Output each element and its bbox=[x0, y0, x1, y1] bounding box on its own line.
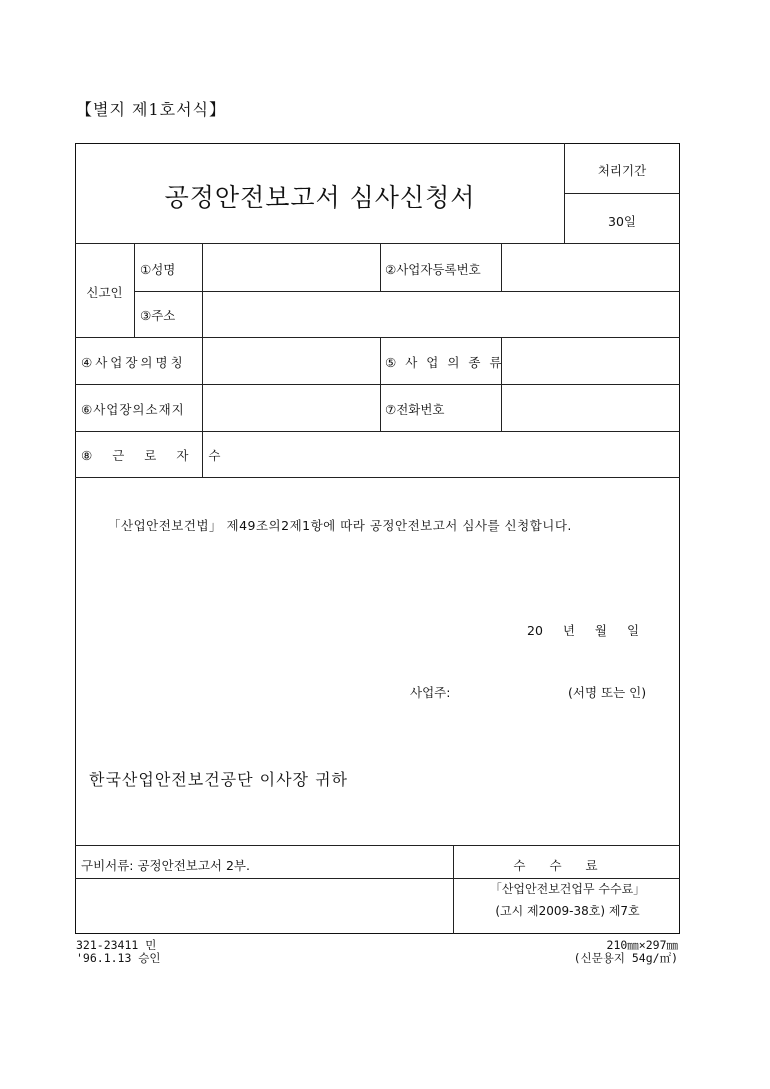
divider bbox=[380, 243, 381, 291]
workplace-name-label: ④사업장의명칭 bbox=[81, 355, 186, 370]
name-field[interactable] bbox=[203, 244, 379, 290]
paper-size: 210㎜×297㎜ bbox=[606, 938, 678, 952]
required-documents: 구비서류: 공정안전보고서 2부. bbox=[81, 858, 250, 873]
divider bbox=[564, 193, 680, 194]
workplace-name-field[interactable] bbox=[203, 338, 379, 383]
application-date: 20 년 월 일 bbox=[527, 623, 640, 638]
declaration-text: 「산업안전보건법」 제49조의2제1항에 따라 공정안전보고서 심사를 신청합니다. bbox=[108, 518, 572, 533]
form-code: 321-23411 민 bbox=[76, 938, 157, 952]
business-type-label: ⑤사업의종류 bbox=[385, 355, 511, 370]
fee-reference-line2: (고시 제2009-38호) 제7호 bbox=[495, 904, 640, 918]
divider bbox=[134, 243, 135, 337]
phone-label: ⑦전화번호 bbox=[385, 402, 445, 417]
divider bbox=[453, 845, 454, 934]
address-field[interactable] bbox=[203, 292, 679, 336]
employer-signature-label: 사업주: bbox=[410, 685, 451, 700]
approval-date: '96.1.13 승인 bbox=[76, 951, 161, 965]
applicant-group-label: 신고인 bbox=[86, 285, 123, 300]
workers-count-field[interactable] bbox=[203, 432, 679, 476]
phone-field[interactable] bbox=[502, 385, 679, 430]
divider bbox=[75, 878, 680, 879]
divider bbox=[380, 337, 381, 431]
divider bbox=[75, 845, 680, 846]
processing-period-label: 처리기간 bbox=[597, 163, 647, 178]
workplace-location-field[interactable] bbox=[203, 385, 379, 430]
business-type-field[interactable] bbox=[502, 338, 679, 383]
workers-count-label: ⑧근로자수 bbox=[81, 448, 241, 463]
name-label: ①성명 bbox=[140, 262, 176, 277]
business-registration-label: ②사업자등록번호 bbox=[385, 262, 481, 277]
form-title: 공정안전보고서 심사신청서 bbox=[164, 183, 476, 212]
processing-period-value: 30일 bbox=[608, 214, 636, 229]
workplace-location-label: ⑥사업장의소재지 bbox=[81, 402, 185, 417]
recipient: 한국산업안전보건공단 이사장 귀하 bbox=[89, 770, 349, 789]
fee-label: 수수료 bbox=[513, 858, 622, 873]
fee-reference-line1: 「산업안전보건업무 수수료」 bbox=[489, 882, 646, 896]
form-number-label: 【별지 제1호서식】 bbox=[76, 100, 227, 119]
address-label: ③주소 bbox=[140, 308, 176, 323]
business-registration-field[interactable] bbox=[502, 244, 679, 290]
divider bbox=[75, 477, 680, 478]
employer-signature-field[interactable] bbox=[460, 678, 560, 700]
paper-type: (신문용지 54g/㎡) bbox=[573, 951, 678, 965]
signature-note: (서명 또는 인) bbox=[568, 685, 647, 700]
